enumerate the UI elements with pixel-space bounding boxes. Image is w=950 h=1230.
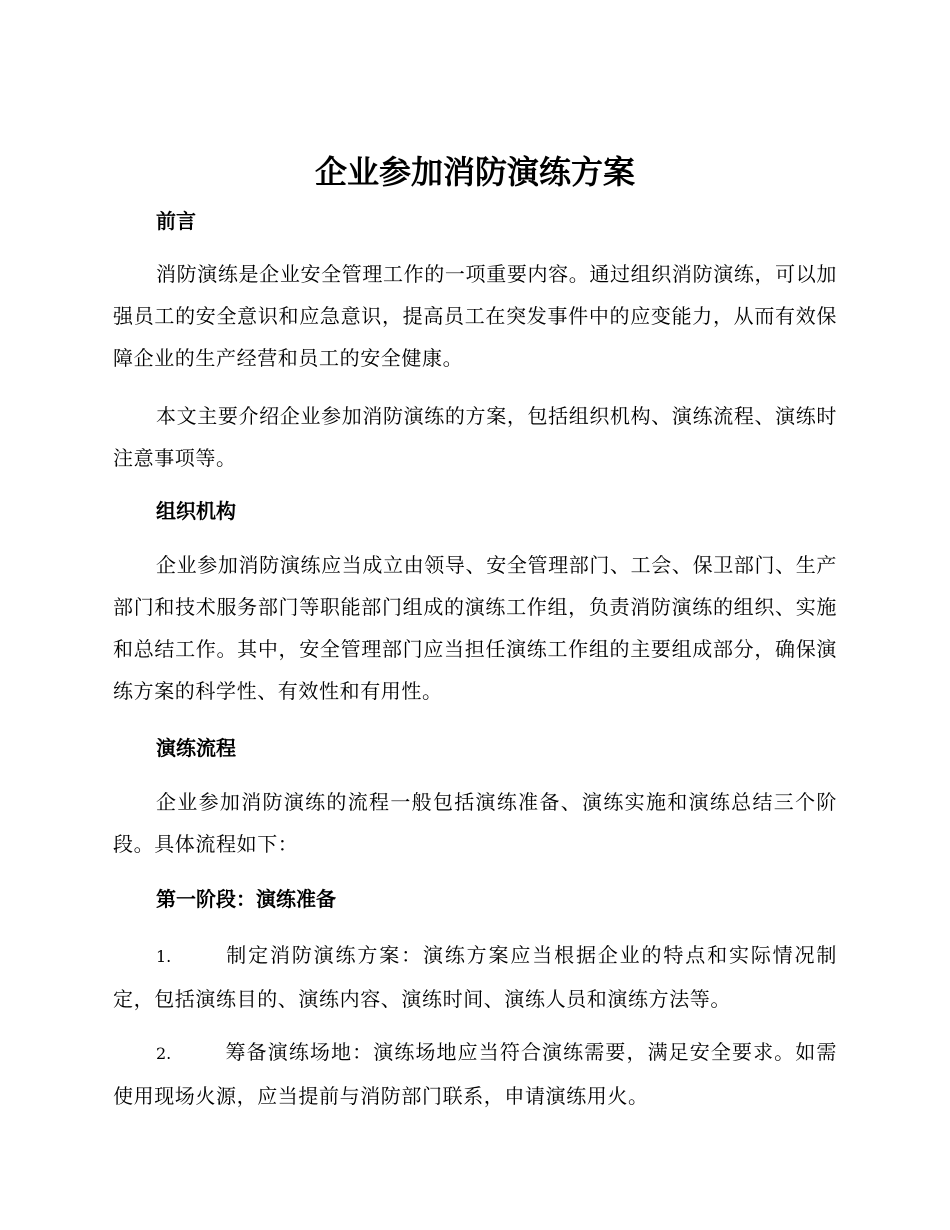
process-paragraph: 企业参加消防演练的流程一般包括演练准备、演练实施和演练总结三个阶段。具体流程如下： bbox=[113, 790, 837, 856]
section-heading-stage-one: 第一阶段：演练准备 bbox=[156, 887, 336, 911]
list-item-number: 2. bbox=[156, 1044, 172, 1063]
section-heading-organization: 组织机构 bbox=[156, 499, 236, 523]
preface-paragraph-2: 本文主要介绍企业参加消防演练的方案，包括组织机构、演练流程、演练时注意事项等。 bbox=[113, 404, 837, 470]
list-item-number: 1. bbox=[156, 947, 172, 966]
list-item bbox=[113, 934, 837, 1020]
section-heading-preface: 前言 bbox=[156, 209, 196, 233]
list-item-text: 制定消防演练方案：演练方案应当根据企业的特点和实际情况制定，包括演练目的、演练内容、演练时间、演练人员和演练方法等。 bbox=[113, 943, 837, 1011]
list-item bbox=[113, 1031, 837, 1117]
preface-paragraph-1: 消防演练是企业安全管理工作的一项重要内容。通过组织消防演练，可以加强员工的安全意识和应急意识，提高员工在突发事件中的应变能力，从而有效保障企业的生产经营和员工的安全健康。 bbox=[113, 262, 837, 370]
section-heading-process: 演练流程 bbox=[156, 736, 236, 760]
document-title: 企业参加消防演练方案 bbox=[314, 153, 635, 191]
organization-paragraph: 企业参加消防演练应当成立由领导、安全管理部门、工会、保卫部门、生产部门和技术服务部门等职能部门组成的演练工作组，负责消防演练的组织、实施和总结工作。其中，安全管理部门应当担任演练工作组的主要组成部分，确保演练方案的科学性、有效性和有用性。 bbox=[113, 553, 837, 703]
list-item-text: 筹备演练场地：演练场地应当符合演练需要，满足安全要求。如需使用现场火源，应当提前与消防部门联系，申请演练用火。 bbox=[113, 1040, 837, 1108]
